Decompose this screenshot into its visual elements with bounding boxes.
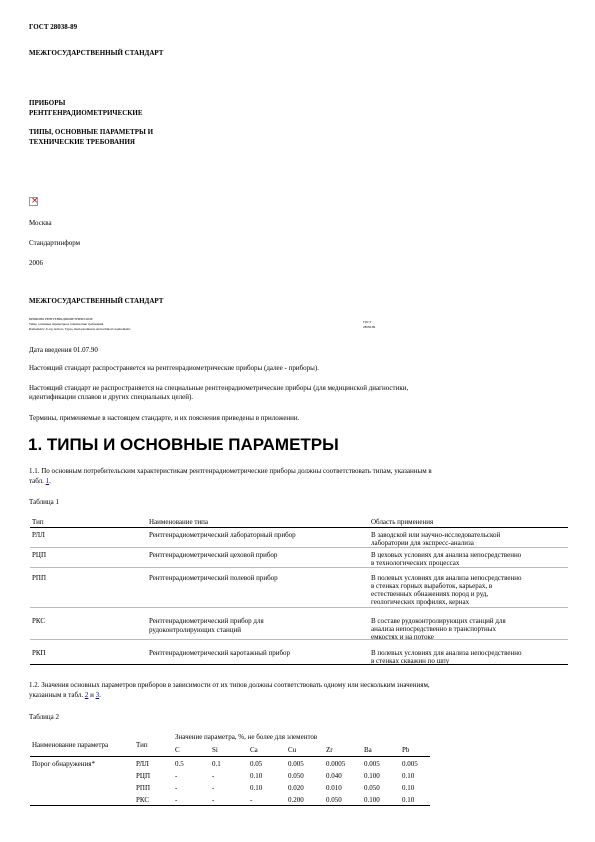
- table-1-row-3-name-1: Рентгенрадиометрический прибор для: [149, 617, 264, 625]
- title-line-1: ПРИБОРЫ: [29, 99, 66, 107]
- date-value: 01.07.90: [73, 346, 98, 354]
- table-2-row-2-ba: 0.050: [364, 784, 380, 792]
- table-1-row-2-name: Рентгенрадиометрический полевой прибор: [149, 574, 278, 582]
- table-1-row-4-type: РКП: [32, 649, 46, 657]
- table-2-element-ca: Ca: [250, 746, 258, 754]
- standard-type-2: МЕЖГОСУДАРСТВЕННЫЙ СТАНДАРТ: [29, 297, 164, 305]
- table-1-header-rule: [30, 527, 568, 528]
- table-1-row-3-area-1: В составе рудоконтролирующих станций для: [371, 617, 506, 625]
- table-1-row-0-type: РЛЛ: [32, 531, 45, 539]
- p12-text: указанным в табл.: [29, 691, 84, 699]
- table-2-row-2-zr: 0.010: [326, 784, 342, 792]
- table-1-row-2-type: РПП: [32, 574, 47, 582]
- table-1-row-0-area-1: В заводской или научно-исследовательской: [371, 531, 501, 539]
- tiny-gost-2: 28038-89: [363, 325, 376, 329]
- table-2-row-2-pb: 0.10: [402, 784, 415, 792]
- table-2-element-ba: Ba: [364, 746, 372, 754]
- section-heading: 1. ТИПЫ И ОСНОВНЫЕ ПАРАМЕТРЫ: [28, 435, 339, 454]
- table-1-row-rule: [30, 547, 568, 548]
- table-1-row-rule: [30, 607, 568, 608]
- table-1-row-3-area-2: анализа непосредственно в транспортных: [371, 625, 496, 633]
- p11-line-2: [29, 477, 51, 486]
- table-1-row-rule: [30, 567, 568, 568]
- doc-code: ГОСТ 28038-89: [29, 23, 78, 31]
- table-2-param-name: Порог обнаружения*: [32, 760, 95, 768]
- table-2-element-c: C: [175, 746, 180, 754]
- title-line-2: РЕНТГЕНРАДИОМЕТРИЧЕСКИЕ: [29, 109, 143, 117]
- table-1-row-1-name: Рентгенрадиометрический цеховой прибор: [149, 551, 278, 559]
- table-2-row-0-ca: 0.05: [250, 760, 263, 768]
- p11-period: .: [49, 477, 51, 485]
- table-1-row-4-area-2: в стенках скважин по шпу: [371, 657, 450, 665]
- table-2-row-3-cu: 0.200: [288, 796, 304, 804]
- table-2-row-1-cu: 0.050: [288, 772, 304, 780]
- table-1-row-2-area-1: В полевых условиях для анализа непосредственно: [371, 574, 522, 582]
- table-2-param-header: Наименование параметра: [32, 741, 109, 749]
- p12-line-2: [29, 691, 101, 700]
- table-2-row-2-si: -: [212, 784, 215, 792]
- p11-text: табл.: [29, 477, 44, 485]
- table-2-group-header: Значение параметра, %, не более для элементов: [175, 733, 318, 741]
- table-1-caption: Таблица 1: [29, 498, 59, 506]
- intro-para-2-line-2: идентификации сплавов и других специальных целей).: [29, 393, 194, 401]
- city: Москва: [29, 219, 52, 227]
- standard-type: МЕЖГОСУДАРСТВЕННЫЙ СТАНДАРТ: [29, 49, 164, 57]
- table-2-row-1-ca: 0.10: [250, 772, 263, 780]
- table-2-row-1-si: -: [212, 772, 215, 780]
- tiny-title-2: Типы, основные параметры и технические требования: [29, 322, 104, 326]
- table-2-row-0-pb: 0.005: [402, 760, 418, 768]
- year: 2006: [29, 259, 43, 267]
- table-1-row-0-name: Рентгенрадиометрический лабораторный прибор: [149, 531, 296, 539]
- broken-image-icon: [29, 197, 38, 206]
- intro-date: [29, 346, 98, 355]
- table-2-row-0-cu: 0.005: [288, 760, 304, 768]
- table-2-type-header: Тип: [136, 741, 148, 749]
- table-1-row-rule: [30, 639, 568, 640]
- table-1-row-1-area-2: в технологических процессах: [371, 559, 460, 567]
- table-2-caption: Таблица 2: [29, 713, 59, 721]
- tiny-title-1: ПРИБОРЫ РЕНТГЕНРАДИОМЕТРИЧЕСКИЕ: [29, 317, 93, 321]
- table-1-link[interactable]: 1: [45, 477, 50, 485]
- p12-line-1: 1.2. Значения основных параметров приборов в зависимости от их типов должны соответствовать одному или нескольким значениям,: [29, 681, 430, 689]
- table-2-row-3-type: РКС: [136, 796, 150, 804]
- intro-para-3: Термины, применяемые в настоящем стандарте, и их пояснения приведены в приложении.: [29, 414, 300, 422]
- table-2-row-3-si: -: [212, 796, 215, 804]
- table-1-header-name: Наименование типа: [149, 518, 209, 526]
- table-2-row-3-pb: 0.10: [402, 796, 415, 804]
- table-2-link[interactable]: 2: [84, 691, 89, 699]
- table-1-row-3-area-3: емкостях и на потоке: [371, 633, 434, 641]
- table-2-row-0-type: РЛЛ: [136, 760, 149, 768]
- table-2-bottom-rule: [30, 805, 430, 806]
- table-2-element-zr: Zr: [326, 746, 333, 754]
- table-2-row-2-ca: 0.10: [250, 784, 263, 792]
- tiny-title-3: Radiometric X-ray devices. Types, main parameters and technical requirements: [29, 327, 131, 331]
- table-2-row-1-zr: 0.040: [326, 772, 342, 780]
- table-1-row-2-area-4: геологических профилях, кернах: [371, 598, 470, 606]
- table-1-row-4-area-1: В полевых условиях для анализа непосредственно: [371, 649, 522, 657]
- table-2-row-1-type: РЦП: [136, 772, 151, 780]
- table-2-row-1-ba: 0.100: [364, 772, 380, 780]
- table-2-row-3-ba: 0.100: [364, 796, 380, 804]
- intro-para-1: Настоящий стандарт распространяется на рентгенрадиометрические приборы (далее - приборы).: [29, 364, 319, 372]
- table-1-row-2-area-2: в стенках горных выработок, карьерах, в: [371, 582, 493, 590]
- table-2-row-3-ca: -: [250, 796, 253, 804]
- table-1-row-3-type: РКС: [32, 617, 46, 625]
- table-1-header-type: Тип: [32, 518, 44, 526]
- table-2-header-rule: [30, 756, 430, 757]
- table-3-link[interactable]: 3: [95, 691, 100, 699]
- date-label: Дата введения: [29, 346, 72, 354]
- p11-line-1: 1.1. По основным потребительским характеристикам рентгенрадиометрические приборы должны соответствовать типам, указанным в: [29, 467, 432, 475]
- intro-para-2-line-1: Настоящий стандарт не распространяется на специальные рентгенрадиометрические приборы (для медицинской диагностики,: [29, 384, 409, 392]
- table-1-row-1-area-1: В цеховых условиях для анализа непосредственно: [371, 551, 522, 559]
- table-2-row-3-c: -: [175, 796, 178, 804]
- table-1-header-area: Область применения: [371, 518, 434, 526]
- p12-and: и: [88, 691, 96, 699]
- subtitle-line-1: ТИПЫ, ОСНОВНЫЕ ПАРАМЕТРЫ И: [29, 128, 154, 136]
- table-1-row-1-type: РЦП: [32, 551, 47, 559]
- subtitle-line-2: ТЕХНИЧЕСКИЕ ТРЕБОВАНИЯ: [29, 138, 135, 146]
- table-1-row-0-area-2: лаборатории для экспресс-анализа: [371, 539, 474, 547]
- p12-period: .: [99, 691, 101, 699]
- table-2-element-si: Si: [212, 746, 218, 754]
- publisher: Стандартинформ: [29, 239, 81, 247]
- table-2-row-0-c: 0.5: [175, 760, 184, 768]
- table-2-row-2-cu: 0.020: [288, 784, 304, 792]
- table-1-row-3-name-2: рудоконтролирующих станций: [149, 626, 241, 634]
- table-1-bottom-rule: [30, 664, 568, 665]
- table-2-row-3-zr: 0.050: [326, 796, 342, 804]
- table-2-element-pb: Pb: [402, 746, 410, 754]
- table-1-row-2-area-3: естественных обнажениях пород и руд,: [371, 590, 489, 598]
- table-2-row-0-zr: 0.0005: [326, 760, 346, 768]
- table-1-row-4-name: Рентгенрадиометрический каротажный прибор: [149, 649, 291, 657]
- table-2-row-1-pb: 0.10: [402, 772, 415, 780]
- table-2-row-1-c: -: [175, 772, 178, 780]
- table-2-row-0-ba: 0.005: [364, 760, 380, 768]
- table-2-row-0-si: 0.1: [212, 760, 221, 768]
- table-2-row-2-type: РПП: [136, 784, 151, 792]
- table-2-row-2-c: -: [175, 784, 178, 792]
- tiny-gost-1: ГОСТ: [363, 320, 372, 324]
- table-2-element-cu: Cu: [288, 746, 297, 754]
